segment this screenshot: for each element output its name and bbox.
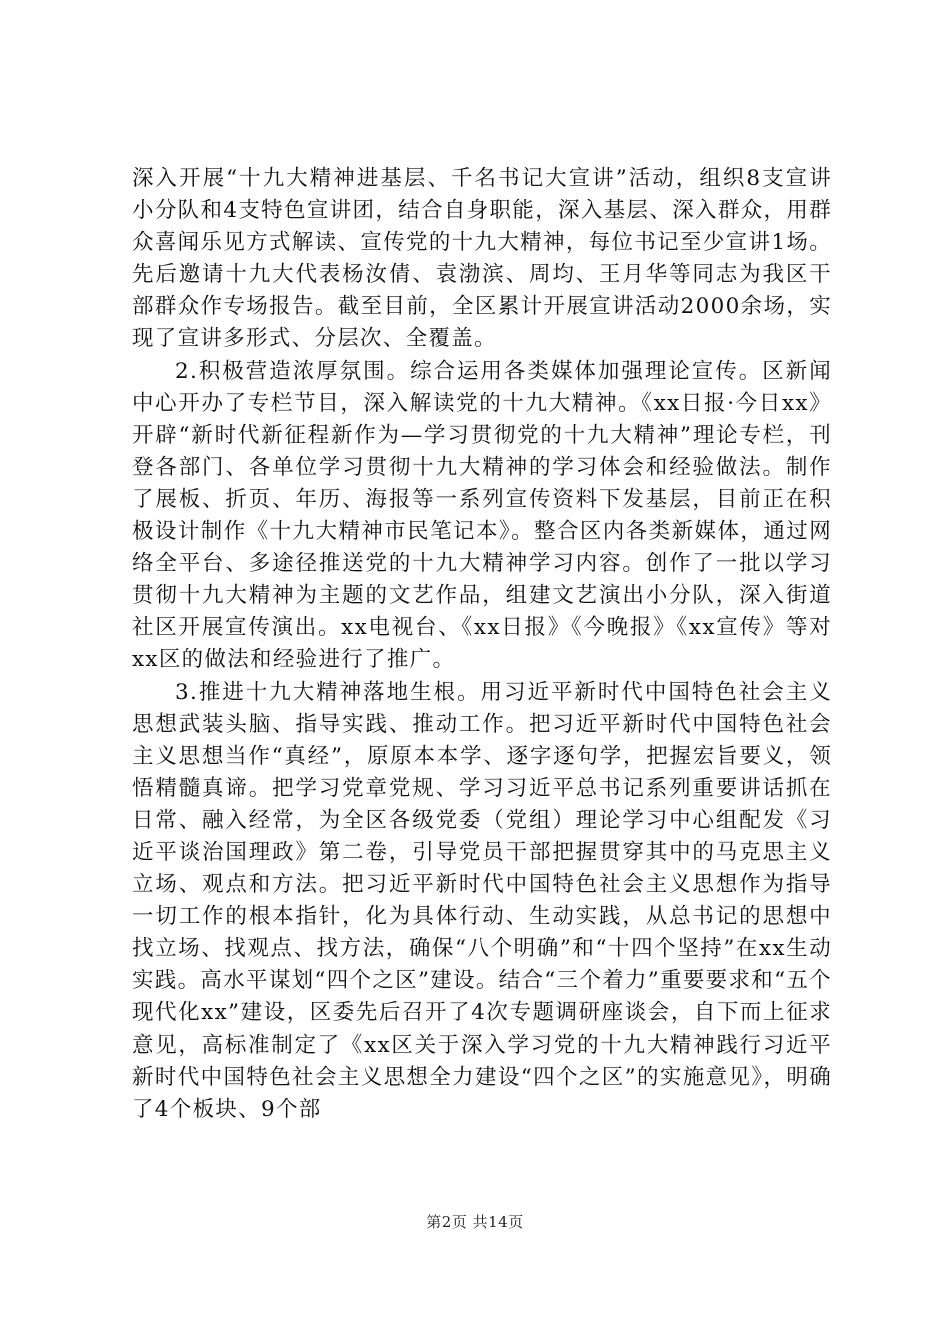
- paragraph-3-implementation: 3.推进十九大精神落地生根。用习近平新时代中国特色社会主义思想武装头脑、指导实践、推动工作。把习近平新时代中国特色社会主义思想当作“真经”，原原本本学、逐字逐句学，把握宏旨要义，领悟精髓真谛。把学习党章党规、学习习近平总书记系列重要讲话抓在日常、融入经常，为全区各级党委（党组）理论学习中心组配发《习近平谈治国理政》第二卷，引导党员干部把握贯穿其中的马克思主义立场、观点和方法。把习近平新时代中国特色社会主义思想作为指导一切工作的根本指针，化为具体行动、生动实践，从总书记的思想中找立场、找观点、找方法，确保“八个明确”和“十四个坚持”在xx生动实践。高水平谋划“四个之区”建设。结合“三个着力”重要要求和“五个现代化xx”建设，区委先后召开了4次专题调研座谈会，自下而上征求意见，高标准制定了《xx区关于深入学习党的十九大精神践行习近平新时代中国特色社会主义思想全力建设“四个之区”的实施意见》，明确了4个板块、9个部: [132, 679, 832, 1122]
- document-body: [132, 163, 832, 1126]
- paragraph-2-atmosphere: 2.积极营造浓厚氛围。综合运用各类媒体加强理论宣传。区新闻中心开办了专栏节目，深入解读党的十九大精神。《xx日报·今日xx》开辟“新时代新征程新作为—学习贯彻党的十九大精神”理论专栏，刊登各部门、各单位学习贯彻十九大精神的学习体会和经验做法。制作了展板、折页、年历、海报等一系列宣传资料下发基层，目前正在积极设计制作《十九大精神市民笔记本》。整合区内各类新媒体，通过网络全平台、多途径推送党的十九大精神学习内容。创作了一批以学习贯彻十九大精神为主题的文艺作品，组建文艺演出小分队，深入街道社区开展宣传演出。xx电视台、《xx日报》《今晚报》《xx宣传》等对xx区的做法和经验进行了推广。: [132, 358, 832, 673]
- paragraph-continuation: 深入开展“十九大精神进基层、千名书记大宣讲”活动，组织8支宣讲小分队和4支特色宣讲团，结合自身职能，深入基层、深入群众，用群众喜闻乐见方式解读、宣传党的十九大精神，每位书记至少宣讲1场。先后邀请十九大代表杨汝倩、袁渤滨、周均、王月华等同志为我区干部群众作专场报告。截至目前，全区累计开展宣讲活动2000余场，实现了宣讲多形式、分层次、全覆盖。: [132, 166, 832, 352]
- page-number-footer: 第2页 共14页: [426, 1213, 524, 1231]
